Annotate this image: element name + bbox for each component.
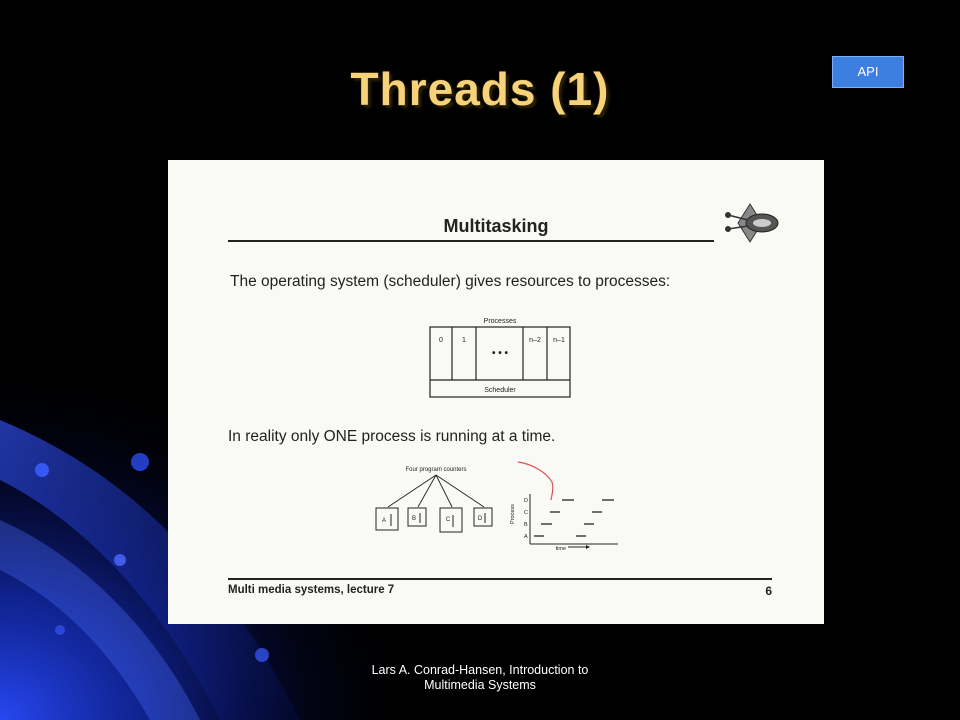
process-cell-0: 0 — [439, 337, 443, 344]
intro-text: The operating system (scheduler) gives resources to processes: — [230, 273, 671, 290]
counter-box-b: B — [411, 516, 417, 522]
heading-rule — [228, 240, 714, 242]
counter-box-a: A — [381, 518, 387, 524]
scanned-document — [168, 160, 824, 624]
process-cell-n-1: n–1 — [553, 337, 565, 344]
x-axis-label: time — [555, 546, 566, 550]
program-counters-title: Four program counters — [405, 467, 467, 473]
process-cell-1: 1 — [462, 337, 466, 344]
process-cell-ellipsis: • • • — [491, 348, 509, 359]
program-counters-diagram — [372, 463, 502, 535]
api-button[interactable]: API — [832, 56, 904, 88]
processes-diagram — [426, 314, 576, 400]
slide-title: Threads (1) — [350, 63, 610, 115]
process-cell-n-2: n–2 — [529, 337, 541, 344]
processes-label: Processes — [483, 318, 517, 325]
red-annotation-mark — [518, 462, 553, 500]
footer-rule — [228, 578, 772, 580]
row-label-c: C — [524, 510, 528, 516]
row-label-b: B — [524, 522, 528, 528]
y-axis-label: Process — [510, 504, 516, 524]
footer-lecture-label: Multi media systems, lecture 7 — [228, 584, 395, 596]
row-label-d: D — [524, 498, 528, 504]
caption-line-2: Multimedia Systems — [424, 678, 536, 692]
document-heading: Multitasking — [443, 216, 549, 236]
reality-text: In reality only ONE process is running at a time. — [228, 428, 556, 445]
footer-page-number: 6 — [765, 584, 772, 598]
counter-box-c: C — [445, 517, 451, 523]
slide-caption — [0, 663, 960, 693]
row-label-a: A — [524, 534, 528, 540]
counter-box-d: D — [477, 516, 483, 522]
caption-line-1: Lars A. Conrad-Hansen, Introduction to — [371, 663, 589, 677]
scheduler-label: Scheduler — [484, 387, 516, 394]
process-timeline-diagram — [504, 450, 630, 550]
